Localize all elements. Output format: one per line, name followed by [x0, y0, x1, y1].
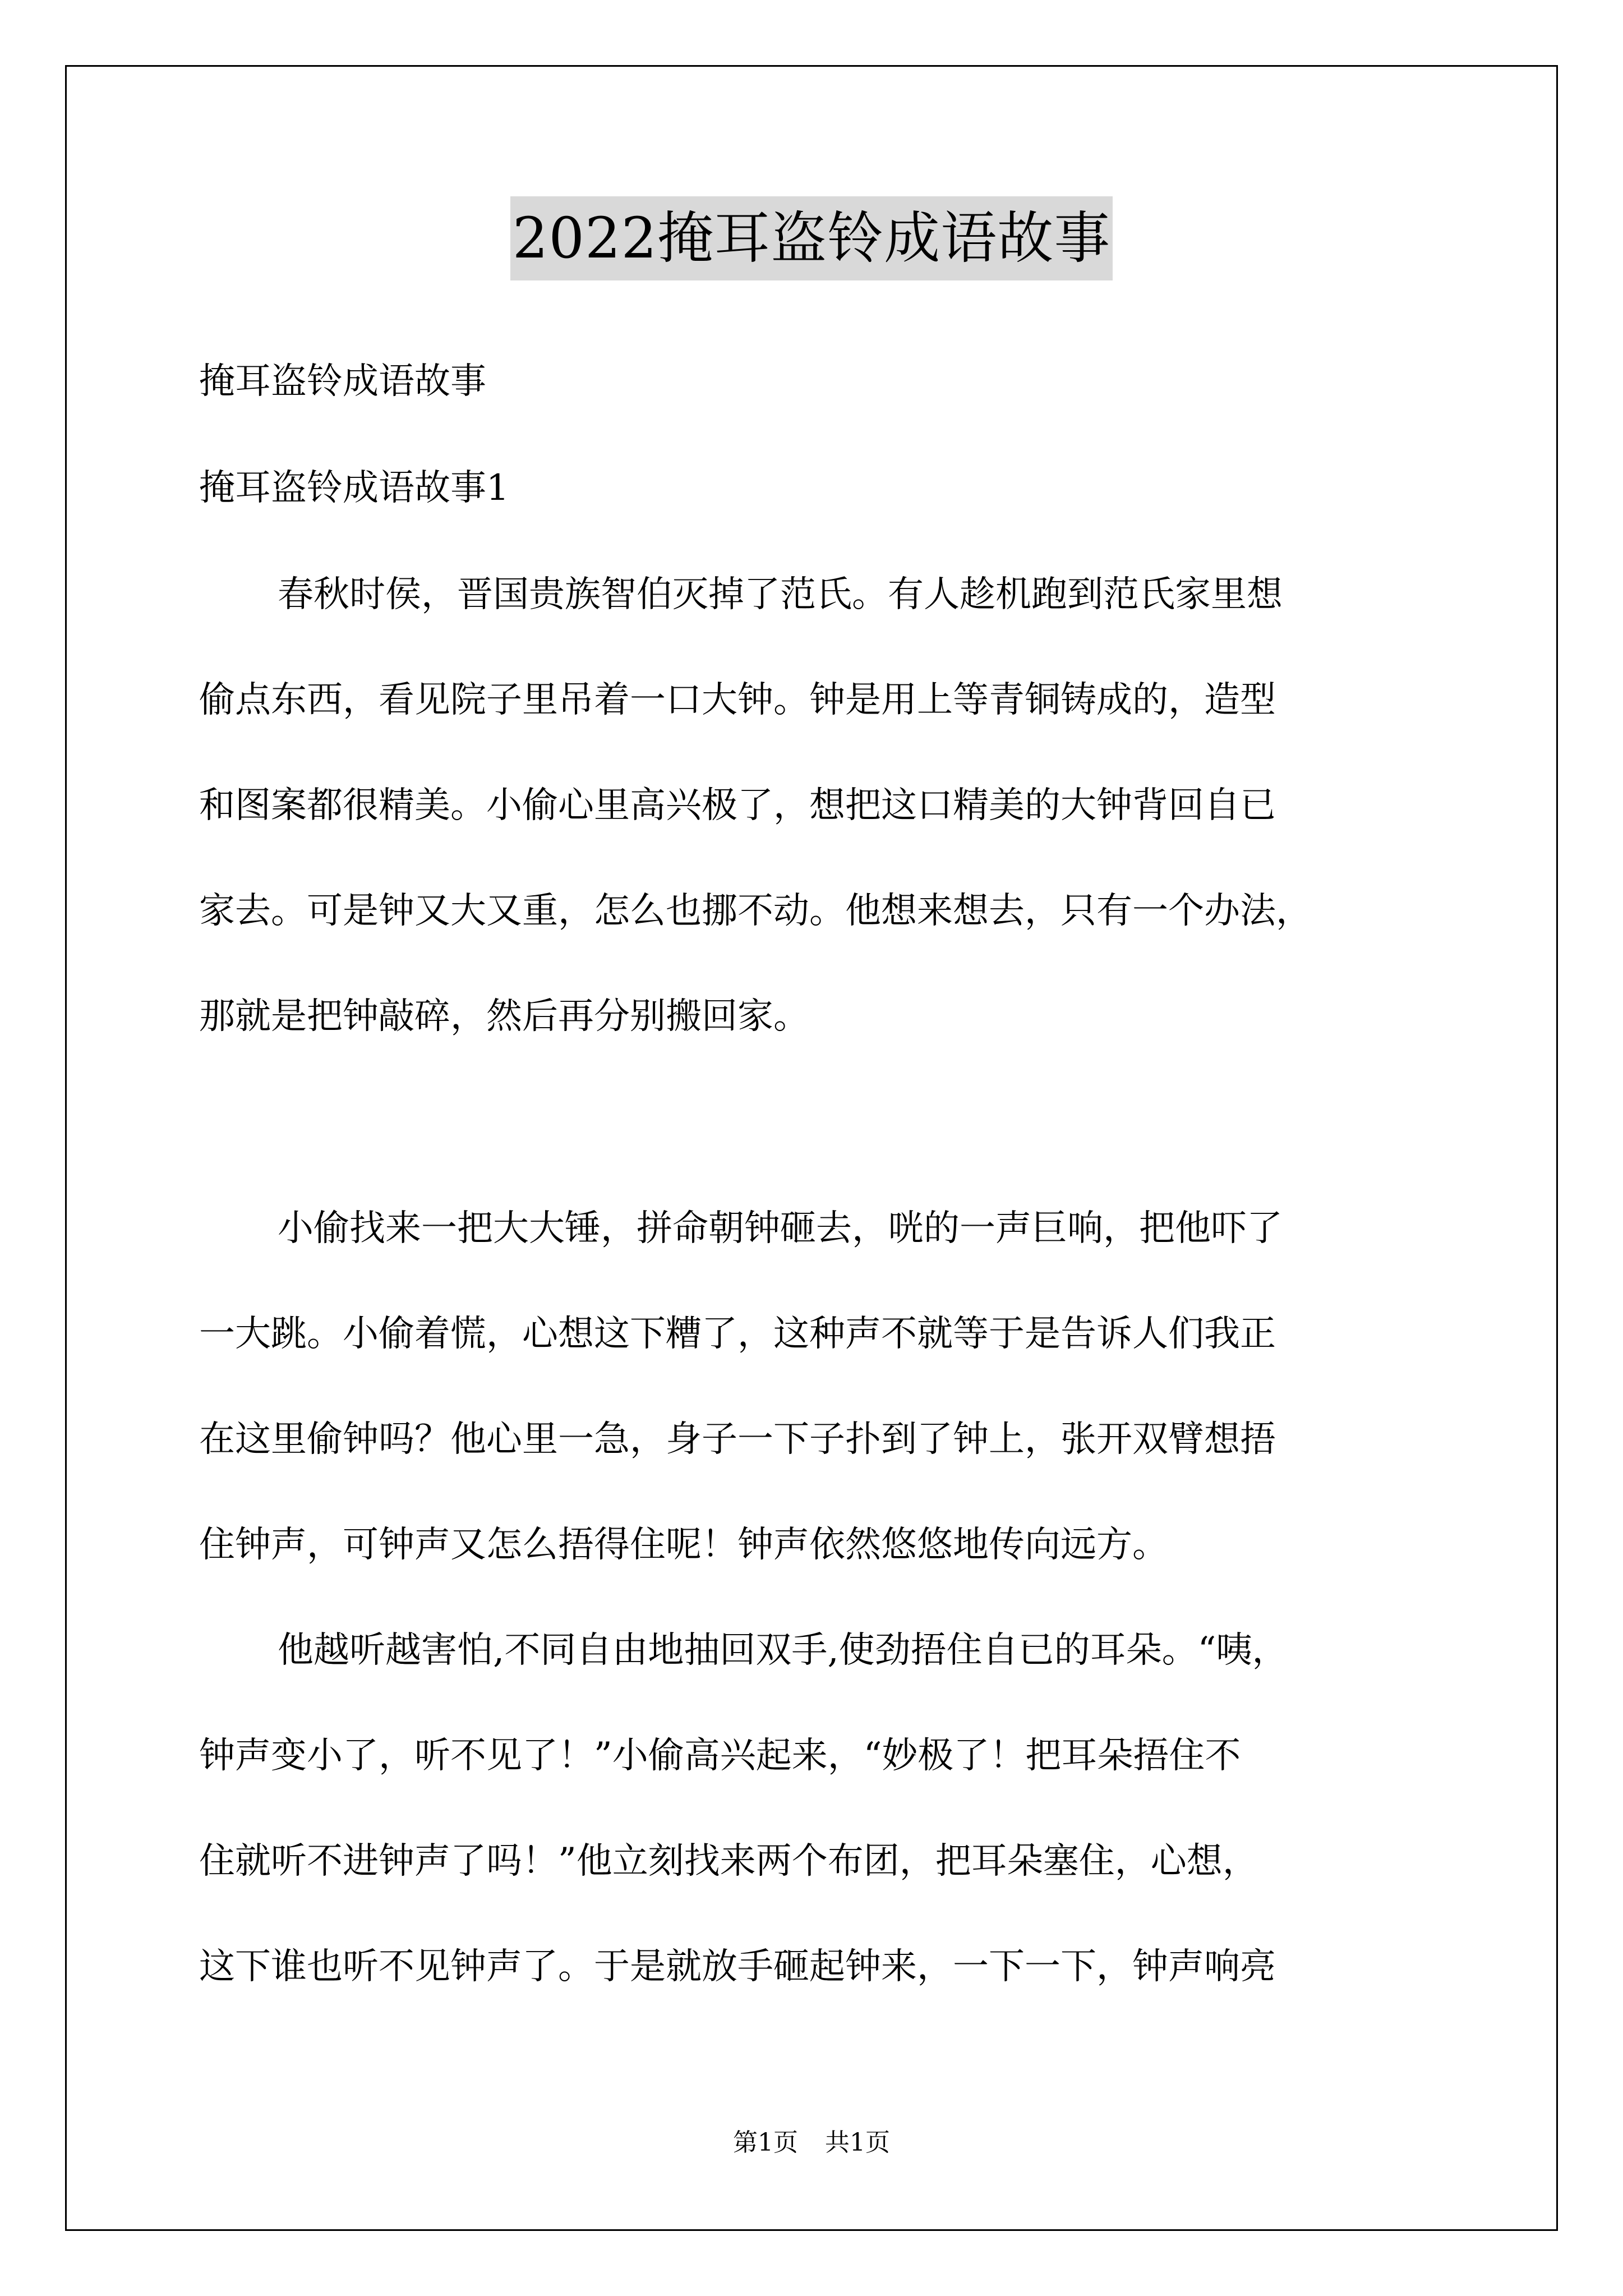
page-total: 共1页 [825, 2128, 890, 2157]
title-container [0, 196, 1623, 280]
page-footer [0, 2126, 1623, 2160]
paragraph-line: 住钟声，可钟声又怎么捂得住呢！钟声依然悠悠地传向远方。 [199, 1524, 1168, 1566]
paragraph-line: 他越听越害怕,不同自由地抽回双手,使劲捂住自已的耳朵。“咦， [278, 1630, 1288, 1671]
page-number: 第1页 [733, 2128, 798, 2157]
paragraph-line: 在这里偷钟吗？他心里一急，身子一下子扑到了钟上，张开双臂想捂 [199, 1419, 1276, 1460]
paragraph-line: 钟声变小了，听不见了！”小偷高兴起来，“妙极了！把耳朵捂住不 [199, 1735, 1241, 1777]
paragraph-line: 家去。可是钟又大又重，怎么也挪不动。他想来想去，只有一个办法， [199, 890, 1312, 932]
paragraph-line: 春秋时侯，晋国贵族智伯灭掉了范氏。有人趁机跑到范氏家里想 [278, 574, 1283, 615]
paragraph-line: 住就听不进钟声了吗！”他立刻找来两个布团，把耳朵塞住，心想， [199, 1841, 1258, 1882]
section-heading: 掩耳盗铃成语故事1 [199, 467, 509, 509]
paragraph-line: 一大跳。小偷着慌，心想这下糟了，这种声不就等于是告诉人们我正 [199, 1313, 1276, 1355]
paragraph-line: 和图案都很精美。小偷心里高兴极了，想把这口精美的大钟背回自已 [199, 785, 1276, 826]
paragraph-line: 偷点东西，看见院子里吊着一口大钟。钟是用上等青铜铸成的，造型 [199, 679, 1276, 721]
document-subtitle: 掩耳盗铃成语故事 [199, 361, 486, 402]
paragraph-line: 那就是把钟敲碎，然后再分别搬回家。 [199, 996, 809, 1037]
paragraph-line: 这下谁也听不见钟声了。于是就放手砸起钟来，一下一下，钟声响亮 [199, 1946, 1276, 1987]
document-title: 2022掩耳盗铃成语故事 [510, 196, 1113, 280]
paragraph-line: 小偷找来一把大大锤，拼命朝钟砸去，咣的一声巨响，把他吓了 [278, 1208, 1283, 1249]
